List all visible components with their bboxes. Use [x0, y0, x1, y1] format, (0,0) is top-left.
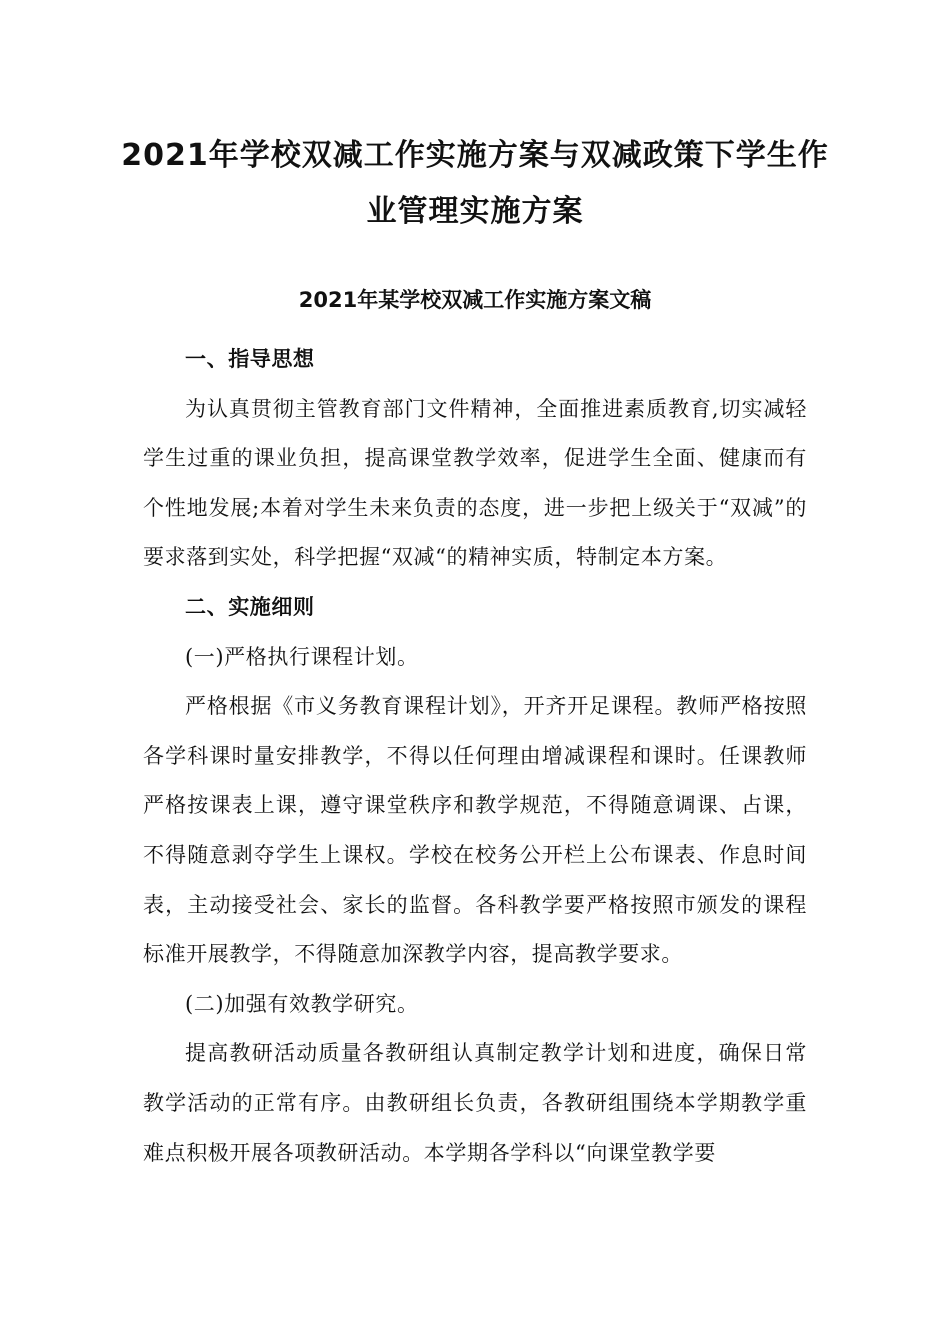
paragraph-course-plan: 严格根据《市义务教育课程计划》，开齐开足课程。教师严格按照各学科课时量安排教学，不得以任何理由增减课程和课时。任课教师严格按课表上课，遵守课堂秩序和教学规范，不得随意调课、占课，不得随意剥夺学生上课权。学校在校务公开栏上公布课表、作息时间表，主动接受社会、家长的监督。各科教学要严格按照市颁发的课程标准开展教学，不得随意加深教学内容，提高教学要求。 — [143, 694, 807, 967]
subsection-heading-teaching-research: (二)加强有效教学研究。 — [185, 991, 419, 1016]
section-heading-guiding-ideology: 一、指导思想 — [185, 347, 315, 371]
document-title — [120, 128, 830, 240]
paragraph-guiding-ideology: 为认真贯彻主管教育部门文件精神，全面推进素质教育,切实减轻学生过重的课业负担，提高课堂教学效率，促进学生全面、健康而有个性地发展;本着对学生未来负责的态度，进一步把上级关于“双减”的要求落到实处，科学把握“双减“的精神实质，特制定本方案。 — [143, 396, 807, 570]
paragraph-teaching-research: 提高教研活动质量各教研组认真制定教学计划和进度，确保日常教学活动的正常有序。由教研组长负责，各教研组围绕本学期教学重难点积极开展各项教研活动。本学期各学科以“向课堂教学要 — [143, 1041, 807, 1165]
document-title-line-2: 业管理实施方案 — [366, 194, 584, 229]
document-subtitle: 2021年某学校双减工作实施方案文稿 — [298, 288, 652, 312]
section-heading-implementation-rules: 二、实施细则 — [185, 594, 315, 619]
subsection-heading-course-plan: (一)严格执行课程计划。 — [185, 644, 419, 669]
document-body — [143, 335, 807, 1178]
document-title-line-1: 2021年学校双减工作实施方案与双减政策下学生作 — [121, 138, 829, 173]
